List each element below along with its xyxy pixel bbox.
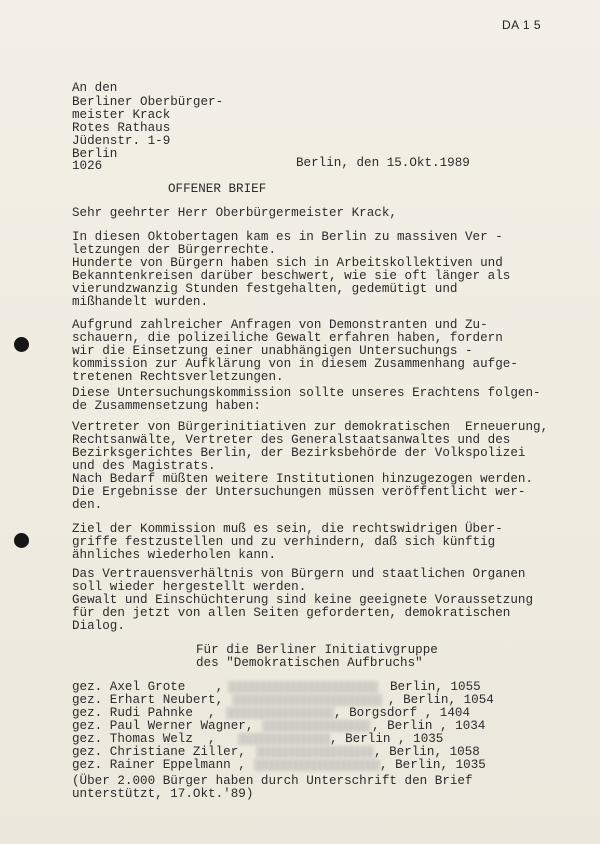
address-line: meister Krack xyxy=(72,108,171,122)
redacted-address xyxy=(262,720,370,732)
signatory-name: gez. Thomas Welz , xyxy=(72,732,216,746)
redacted-address xyxy=(238,733,330,745)
signature-header-line: des "Demokratischen Aufbruchs" xyxy=(196,656,423,670)
signatory-name: gez. Erhart Neubert, xyxy=(72,693,224,707)
salutation: Sehr geehrter Herr Oberbürgermeister Krack, xyxy=(72,206,397,220)
text-line: Gewalt und Einschüchterung sind keine geeignete Voraussetzung xyxy=(72,593,534,607)
text-line: Das Vertrauensverhältnis von Bürgern und staatlichen Organen xyxy=(72,567,526,581)
text-line: kommission zur Aufklärung von in diesem Zusammenhang aufge- xyxy=(72,357,518,371)
signatory-name: gez. Christiane Ziller, xyxy=(72,745,246,759)
signatory-place: , Berlin, 1054 xyxy=(388,693,494,707)
text-line: Aufgrund zahlreicher Anfragen von Demonstranten und Zu- xyxy=(72,318,488,332)
text-line: griffe festzustellen und zu verhindern, daß sich künftig xyxy=(72,535,496,549)
signatory-name: gez. Paul Werner Wagner, xyxy=(72,719,254,733)
text-line: schauern, die polizeiliche Gewalt erfahren haben, fordern xyxy=(72,331,503,345)
redacted-address xyxy=(256,746,374,758)
text-line: ähnliches wiederholen kann. xyxy=(72,548,277,562)
text-line: und des Magistrats. xyxy=(72,459,216,473)
text-line: mißhandelt wurden. xyxy=(72,295,209,309)
redacted-address xyxy=(232,694,382,706)
text-line: vierundzwanzig Stunden festgehalten, gedemütigt und xyxy=(72,282,458,296)
text-line: Dialog. xyxy=(72,619,125,633)
signatory-name: gez. Rudi Pahnke , xyxy=(72,706,216,720)
signatory-place: , Berlin, 1035 xyxy=(380,758,486,772)
signatory-place: , Borgsdorf , 1404 xyxy=(334,706,471,720)
signatory-place: , Berlin , 1035 xyxy=(330,732,444,746)
signature-header-line: Für die Berliner Initiativgruppe xyxy=(196,643,438,657)
signatory-place: , Berlin, 1058 xyxy=(374,745,480,759)
text-line: In diesen Oktobertagen kam es in Berlin zu massiven Ver - xyxy=(72,230,503,244)
redacted-address xyxy=(228,681,378,693)
text-line: Die Ergebnisse der Untersuchungen müssen veröffentlicht wer- xyxy=(72,485,526,499)
signatory-place: Berlin, 1055 xyxy=(390,680,481,694)
text-line: Bekanntenkreisen darüber beschwert, wie sie oft länger als xyxy=(72,269,511,283)
address-line: Jüdenstr. 1-9 xyxy=(72,134,171,148)
address-line: An den xyxy=(72,81,118,95)
letter-title: OFFENER BRIEF xyxy=(168,182,267,196)
text-line: wir die Einsetzung einer unabhängigen Untersuchungs - xyxy=(72,344,473,358)
address-line: Berliner Oberbürger- xyxy=(72,95,224,109)
footnote-line: (Über 2.000 Bürger haben durch Unterschrift den Brief xyxy=(72,774,473,788)
text-line: Nach Bedarf müßten weitere Institutionen hinzugezogen werden. xyxy=(72,472,534,486)
archive-id: DA 1 5 xyxy=(502,18,542,32)
text-line: soll wieder hergestellt werden. xyxy=(72,580,307,594)
footnote-line: unterstützt, 17.Okt.'89) xyxy=(72,787,254,801)
punch-hole-bottom xyxy=(14,533,29,548)
text-line: für den jetzt von allen Seiten geforderten, demokratischen xyxy=(72,606,511,620)
address-line: Berlin xyxy=(72,147,118,161)
redacted-address xyxy=(226,707,334,719)
address-line: Rotes Rathaus xyxy=(72,121,171,135)
place-date: Berlin, den 15.Okt.1989 xyxy=(296,156,470,170)
signatory-name: gez. Rainer Eppelmann , xyxy=(72,758,246,772)
address-line: 1026 xyxy=(72,159,103,173)
signatory-place: , Berlin , 1034 xyxy=(372,719,486,733)
redacted-address xyxy=(254,759,380,771)
punch-hole-top xyxy=(14,337,29,352)
text-line: Rechtsanwälte, Vertreter des Generalstaatsanwaltes und des xyxy=(72,433,511,447)
text-line: letzungen der Bürgerrechte. xyxy=(72,243,277,257)
signatory-name: gez. Axel Grote , xyxy=(72,680,224,694)
text-line: Ziel der Kommission muß es sein, die rechtswidrigen Über- xyxy=(72,522,503,536)
text-line: Bezirksgerichtes Berlin, der Bezirksbehörde der Volkspolizei xyxy=(72,446,526,460)
text-line: de Zusammensetzung haben: xyxy=(72,399,261,413)
text-line: Hunderte von Bürgern haben sich in Arbeitskollektiven und xyxy=(72,256,503,270)
text-line: Diese Untersuchungskommission sollte unseres Erachtens folgen- xyxy=(72,386,541,400)
text-line: den. xyxy=(72,498,103,512)
text-line: tretenen Rechtsverletzungen. xyxy=(72,370,284,384)
text-line: Vertreter von Bürgerinitiativen zur demokratischen Erneuerung, xyxy=(72,420,549,434)
